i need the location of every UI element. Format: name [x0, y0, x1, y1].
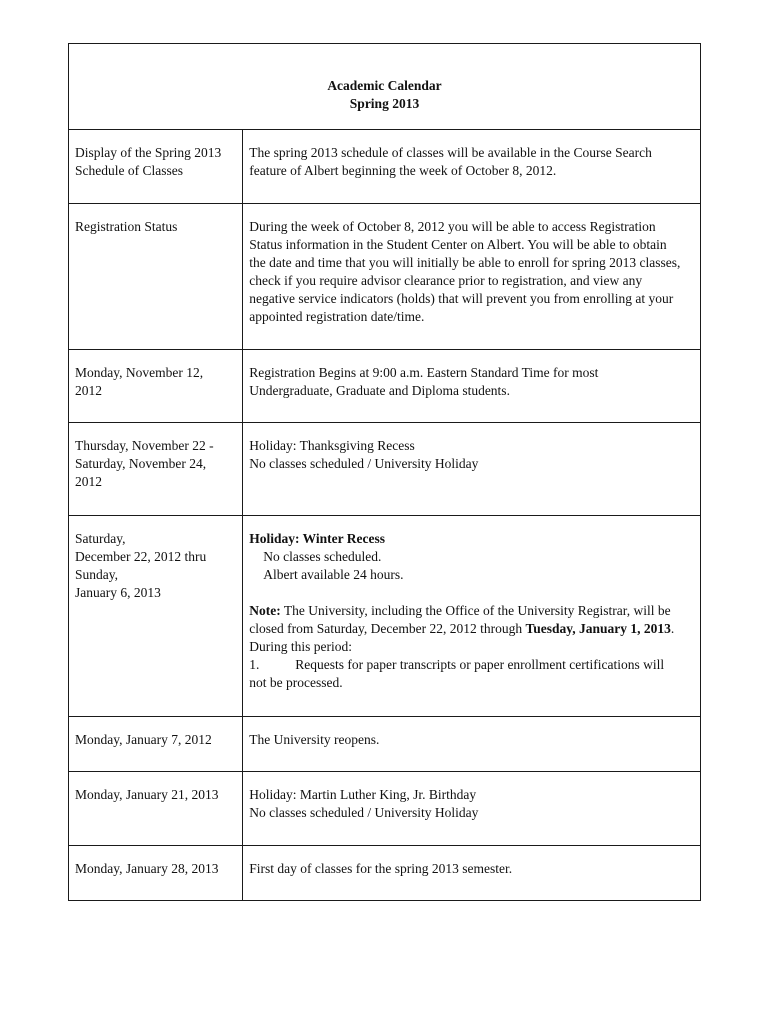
spacer	[249, 584, 694, 602]
note-bold-date: Tuesday, January 1, 2013	[525, 621, 671, 636]
description-line: Status information in the Student Center on Albert. You will be able to obtain	[249, 237, 667, 252]
description-line: The University reopens.	[249, 732, 380, 747]
date-line: Sunday,	[75, 567, 118, 582]
note-line	[249, 620, 694, 638]
table-row	[69, 772, 701, 846]
date-cell	[69, 350, 243, 423]
description-cell	[243, 516, 701, 717]
date-line: Monday, November 12,	[75, 365, 204, 380]
note-line	[249, 602, 694, 620]
winter-recess-heading: Holiday: Winter Recess	[249, 531, 386, 546]
title-cell	[69, 44, 701, 130]
description-cell	[243, 846, 701, 901]
date-line: Monday, January 7, 2012	[75, 732, 212, 747]
table-row	[69, 516, 701, 717]
calendar-title: Academic Calendar	[327, 78, 442, 93]
description-cell	[243, 204, 701, 350]
note-text: .	[670, 621, 675, 636]
date-line: Thursday, November 22 -	[75, 438, 214, 453]
description-cell	[243, 772, 701, 846]
date-cell	[69, 772, 243, 846]
date-line: Monday, January 28, 2013	[75, 861, 219, 876]
description-cell	[243, 130, 701, 204]
description-line: Holiday: Thanksgiving Recess	[249, 438, 415, 453]
winter-recess-item: No classes scheduled.	[263, 549, 382, 564]
description-line: During the week of October 8, 2012 you will be able to access Registration	[249, 219, 656, 234]
date-line: Saturday,	[75, 531, 126, 546]
description-line: the date and time that you will initially be able to enroll for spring 2013 classes,	[249, 255, 681, 270]
description-line: Undergraduate, Graduate and Diploma students.	[249, 383, 510, 398]
list-text-continued: not be processed.	[249, 675, 343, 690]
table-row	[69, 130, 701, 204]
table-row	[69, 423, 701, 516]
description-line: The spring 2013 schedule of classes will be available in the Course Search	[249, 145, 652, 160]
description-line: Holiday: Martin Luther King, Jr. Birthday	[249, 787, 477, 802]
date-cell	[69, 204, 243, 350]
note-text: The University, including the Office of the University Registrar, will be	[280, 603, 671, 618]
description-cell	[243, 423, 701, 516]
table-row	[69, 204, 701, 350]
description-line: No classes scheduled / University Holiday	[249, 456, 479, 471]
description-cell	[243, 350, 701, 423]
description-line: feature of Albert beginning the week of October 8, 2012.	[249, 163, 557, 178]
list-text: Requests for paper transcripts or paper enrollment certifications will	[295, 657, 665, 672]
date-cell	[69, 130, 243, 204]
list-number: 1.	[249, 657, 260, 672]
date-line: 2012	[75, 474, 102, 489]
note-label: Note:	[249, 603, 281, 618]
date-cell	[69, 516, 243, 717]
description-cell	[243, 717, 701, 772]
date-line: 2012	[75, 383, 102, 398]
calendar-term: Spring 2013	[349, 96, 420, 111]
date-line: Saturday, November 24,	[75, 456, 207, 471]
description-line: Registration Begins at 9:00 a.m. Eastern Standard Time for most	[249, 365, 599, 380]
date-cell	[69, 717, 243, 772]
date-line: Registration Status	[75, 219, 178, 234]
note-text: closed from Saturday, December 22, 2012 through	[249, 621, 526, 636]
date-line: January 6, 2013	[75, 585, 161, 600]
description-line: negative service indicators (holds) that will prevent you from enrolling at your	[249, 291, 674, 306]
description-line: check if you require advisor clearance prior to registration, and view any	[249, 273, 643, 288]
winter-recess-item: Albert available 24 hours.	[263, 567, 404, 582]
academic-calendar-table	[68, 43, 701, 901]
list-item	[249, 656, 694, 674]
description-line: appointed registration date/time.	[249, 309, 425, 324]
title-row	[69, 44, 701, 130]
date-cell	[69, 846, 243, 901]
table-row	[69, 717, 701, 772]
date-cell	[69, 423, 243, 516]
table-row	[69, 846, 701, 901]
description-line: No classes scheduled / University Holiday	[249, 805, 479, 820]
date-line: Schedule of Classes	[75, 163, 183, 178]
note-line: During this period:	[249, 639, 353, 654]
date-line: Display of the Spring 2013	[75, 145, 222, 160]
date-line: Monday, January 21, 2013	[75, 787, 219, 802]
date-line: December 22, 2012 thru	[75, 549, 207, 564]
description-line: First day of classes for the spring 2013 semester.	[249, 861, 513, 876]
table-row	[69, 350, 701, 423]
